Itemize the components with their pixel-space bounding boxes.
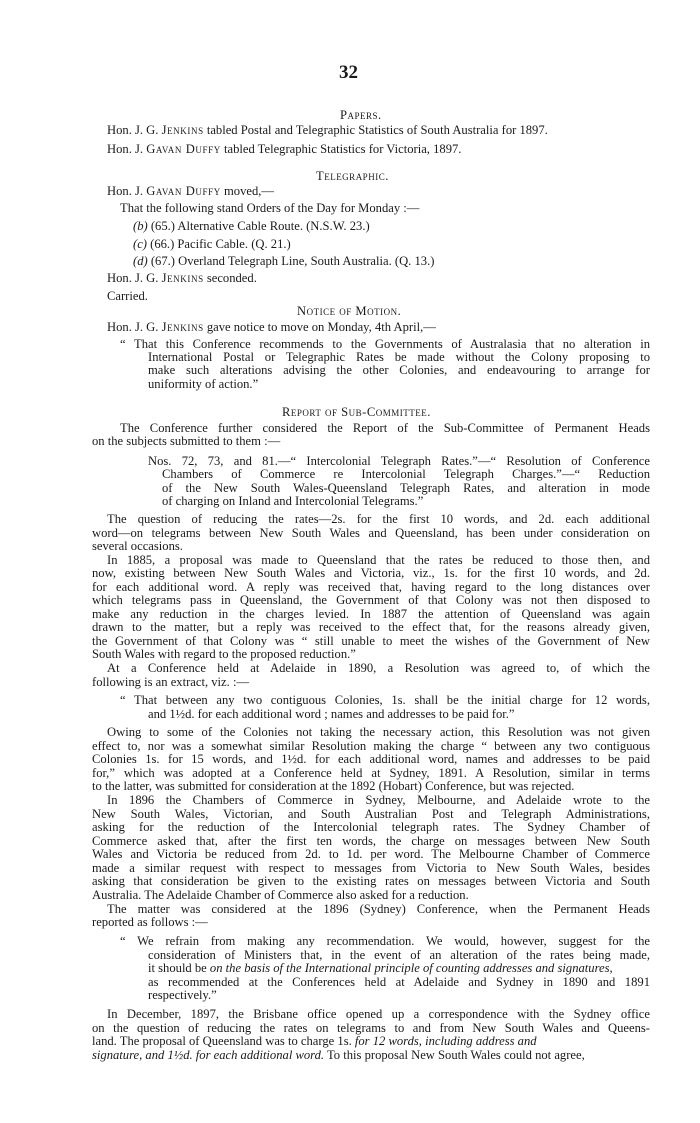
telegraphic-heading: Telegraphic.	[316, 169, 389, 183]
paragraph-line: In 1896 the Chambers of Commerce in Sydney, Melbourne, and Adelaide wrote to the	[107, 793, 650, 807]
telegraphic-seconder: Hon. J. G. Jenkins seconded.	[107, 271, 257, 285]
paragraph-line: on the question of reducing the rates on telegrams to and from New South Wales and Queens-	[92, 1021, 650, 1035]
paragraph-line: Commerce asked that, after the first ten words, the charge on messages between New South	[92, 834, 650, 848]
paragraph-line: New South Wales, Victorian, and South Australian Post and Telegraph Administrations,	[92, 807, 650, 821]
paragraph-line: Colonies 1s. for 15 words, and 1½d. for each additional word, names and addresses to be paid	[92, 752, 650, 766]
paragraph-line: for each additional word. A reply was received that, having regard to the long distances over	[92, 580, 650, 594]
resolution-quote-line: “ That between any two contiguous Colonies, 1s. shall be the initial charge for 12 words,	[120, 693, 650, 707]
paragraph-line: effect to, nor was a somewhat similar Resolution making the charge “ between any two contiguous	[92, 739, 650, 753]
order-item: (b) (65.) Alternative Cable Route. (N.S.W. 23.)	[133, 219, 370, 233]
paragraph-line: Australia. The Adelaide Chamber of Commerce also asked for a reduction.	[92, 888, 469, 902]
permanent-heads-quote-line: “ We refrain from making any recommendation. We would, however, suggest for the	[120, 934, 650, 948]
paragraph-line: which telegrams pass in Queensland, the Government of that Colony was not then disposed to	[92, 593, 650, 607]
paragraph-line: for,” which was adopted at a Conference held at Sydney, 1891. A Resolution, similar in terms	[92, 766, 650, 780]
notice-quote-line: International Postal or Telegraphic Rates be made without the Colony proposing to	[148, 350, 650, 364]
telegraphic-intro: That the following stand Orders of the Day for Monday :—	[120, 201, 420, 215]
paragraph-line: signature, and 1½d. for each additional word. To this proposal New South Wales could not agree,	[92, 1048, 585, 1062]
subjects-line: of the New South Wales-Queensland Telegraph Rates, and alteration in mode	[162, 481, 650, 495]
telegraphic-mover: Hon. J. Gavan Duffy moved,—	[107, 184, 274, 198]
paragraph-line: the Government of that Colony was “ still unable to meet the wishes of the Government of New	[92, 634, 650, 648]
subjects-line: Chambers of Commerce re Intercolonial Telegraph Charges.”—“ Reduction	[162, 467, 650, 481]
paragraph-line: reported as follows :—	[92, 915, 208, 929]
notice-heading: Notice of Motion.	[297, 304, 402, 318]
page-number: 32	[339, 62, 358, 83]
permanent-heads-quote-line: respectively.”	[148, 988, 217, 1002]
papers-entry-2: Hon. J. Gavan Duffy tabled Telegraphic Statistics for Victoria, 1897.	[107, 142, 462, 156]
report-intro-line: on the subjects submitted to them :—	[92, 434, 281, 448]
order-item: (d) (67.) Overland Telegraph Line, South Australia. (Q. 13.)	[133, 254, 435, 268]
paragraph-line: to the latter, was submitted for consideration at the 1892 (Hobart) Conference, but was rejected.	[92, 779, 575, 793]
paragraph-line: The matter was considered at the 1896 (Sydney) Conference, when the Permanent Heads	[107, 902, 650, 916]
notice-quote-line: uniformity of action.”	[148, 377, 259, 391]
paragraph-line: In December, 1897, the Brisbane office opened up a correspondence with the Sydney office	[107, 1007, 650, 1021]
paragraph-line: At a Conference held at Adelaide in 1890, a Resolution was agreed to, of which the	[107, 661, 650, 675]
paragraph-line: Owing to some of the Colonies not taking the necessary action, this Resolution was not given	[107, 725, 650, 739]
notice-mover: Hon. J. G. Jenkins gave notice to move on Monday, 4th April,—	[107, 320, 436, 334]
paragraph-line: several occasions.	[92, 539, 183, 553]
paragraph-line: land. The proposal of Queensland was to charge 1s. for 12 words, including address and	[92, 1034, 537, 1048]
papers-entry-1: Hon. J. G. Jenkins tabled Postal and Telegraphic Statistics of South Australia for 1897.	[107, 123, 548, 137]
paragraph-line: Wales and Victoria be reduced from 2d. to 1d. per word. The Melbourne Chamber of Commerce	[92, 847, 650, 861]
paragraph-line: South Wales with regard to the proposed reduction.”	[92, 647, 356, 661]
paragraph-line: word—on telegrams between New South Wales and Queensland, has been under consideration on	[92, 526, 650, 540]
permanent-heads-quote-line: as recommended at the Conferences held at Adelaide and Sydney in 1890 and 1891	[148, 975, 650, 989]
paragraph-line: now, existing between New South Wales and Victoria, viz., 1s. for the first 10 words, and 2d.	[92, 566, 650, 580]
subjects-line: of charging on Inland and Intercolonial Telegrams.”	[162, 494, 424, 508]
papers-heading: Papers.	[340, 108, 382, 122]
paragraph-line: make any reduction in the charges levied. In 1887 the attention of Queensland was again	[92, 607, 650, 621]
order-item: (c) (66.) Pacific Cable. (Q. 21.)	[133, 237, 291, 251]
paragraph-line: asking for the reduction of the Intercolonial telegraph rates. The Sydney Chamber of	[92, 820, 650, 834]
permanent-heads-quote-line: consideration of Ministers that, in the event of an alteration of the rates being made,	[148, 948, 650, 962]
notice-quote-line: “ That this Conference recommends to the Governments of Australasia that no alteration in	[120, 337, 650, 351]
paragraph-line: In 1885, a proposal was made to Queensland that the rates be reduced to those then, and	[107, 553, 650, 567]
subjects-line: Nos. 72, 73, and 81.—“ Intercolonial Telegraph Rates.”—“ Resolution of Conference	[148, 454, 650, 468]
carried-text: Carried.	[107, 289, 148, 303]
paragraph-line: drawn to the matter, but a reply was received to the effect that, for the reasons already given,	[92, 620, 650, 634]
paragraph-line: following is an extract, viz. :—	[92, 675, 250, 689]
permanent-heads-quote-line: it should be on the basis of the International principle of counting addresses and signatures,	[148, 961, 613, 975]
notice-quote-line: make such alterations advising the other Colonies, and endeavouring to arrange for	[148, 363, 650, 377]
paragraph-line: The question of reducing the rates—2s. for the first 10 words, and 2d. each additional	[107, 512, 650, 526]
resolution-quote-line: and 1½d. for each additional word ; names and addresses to be paid for.”	[148, 707, 515, 721]
paragraph-line: made a similar request with respect to messages from Victoria to New South Wales, besides	[92, 861, 650, 875]
paragraph-line: asking that consideration be given to the existing rates on messages between Victoria and South	[92, 874, 650, 888]
report-intro-line: The Conference further considered the Report of the Sub-Committee of Permanent Heads	[120, 421, 650, 435]
report-heading: Report of Sub-Committee.	[282, 405, 431, 419]
